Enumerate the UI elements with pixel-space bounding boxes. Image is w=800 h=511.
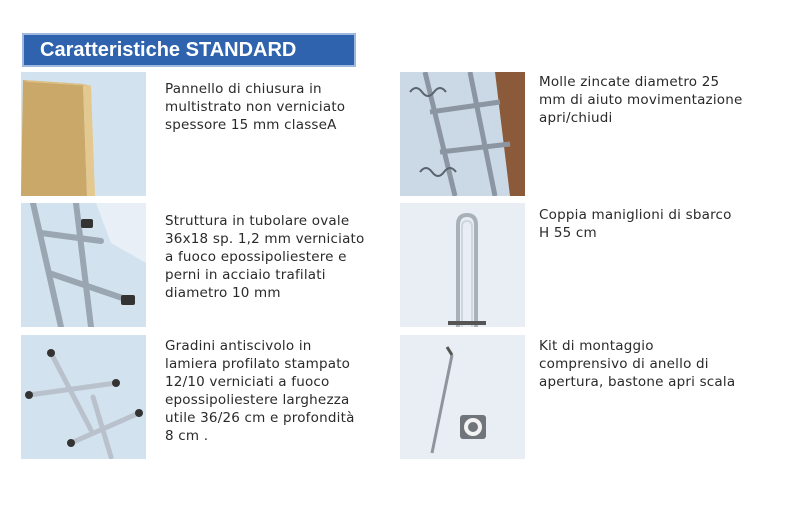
- plywood-panel-icon: [21, 72, 146, 196]
- springs-icon: [400, 72, 525, 196]
- pole-ring-kit-icon: [400, 335, 525, 459]
- feature-text-steps: Gradini antiscivolo in lamiera profilato stampato 12/10 verniciati a fuoco epossipoliestere larghezza utile 36/26 cm e profondità 8 cm .: [165, 338, 355, 444]
- feature-text-panel: Pannello di chiusura in multistrato non verniciato spessore 15 mm classeA: [165, 81, 346, 133]
- oval-tube-frame-icon: [21, 203, 146, 327]
- feature-text-frame: Struttura in tubolare ovale 36x18 sp. 1,2 mm verniciato a fuoco epossipoliestere e perni in acciaio trafilati diametro 10 mm: [165, 213, 365, 301]
- anti-slip-steps-icon: [21, 335, 146, 459]
- feature-text-kit: Kit di montaggio comprensivo di anello di apertura, bastone apri scala: [539, 338, 736, 390]
- section-title: Caratteristiche STANDARD: [22, 33, 356, 67]
- feature-text-springs: Molle zincate diametro 25 mm di aiuto movimentazione apri/chiudi: [539, 74, 743, 126]
- handrails-icon: [400, 203, 525, 327]
- feature-text-handrails: Coppia maniglioni di sbarco H 55 cm: [539, 207, 732, 241]
